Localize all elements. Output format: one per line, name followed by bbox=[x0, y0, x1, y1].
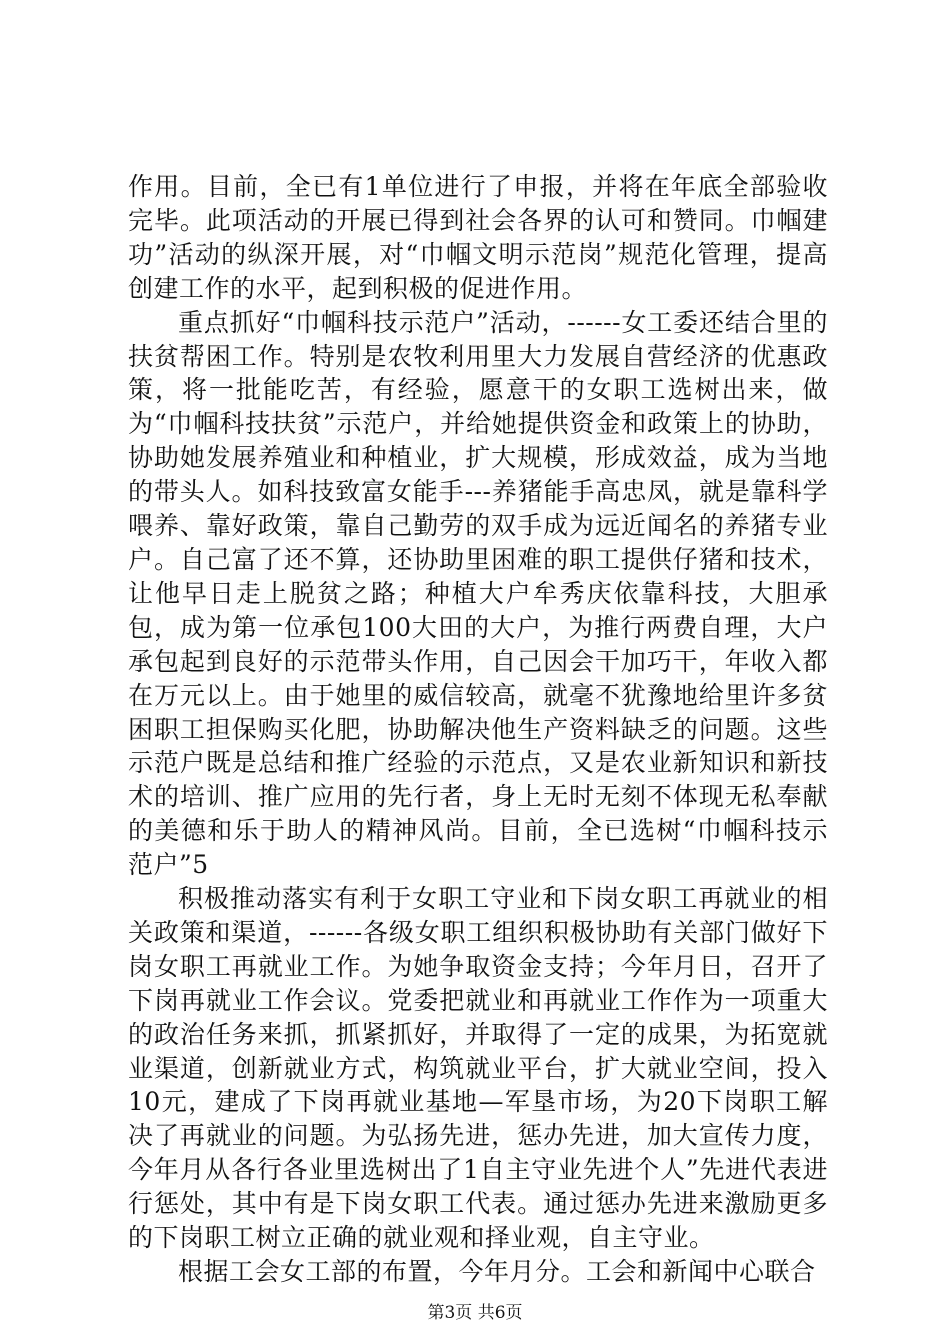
document-body bbox=[128, 170, 828, 1289]
paragraph-4: 根据工会女工部的布置，今年月分。工会和新闻中心联合 bbox=[178, 1257, 816, 1286]
paragraph-3: 积极推动落实有利于女职工守业和下岗女职工再就业的相关政策和渠道，------各级女职工组织积极协助有关部门做好下岗女职工再就业工作。为她争取资金支持；今年月日，召开了下岗再就业工作会议。党委把就业和再就业工作作为一项重大的政治任务来抓，抓紧抓好，并取得了一定的成果，为拓宽就业渠道，创新就业方式，构筑就业平台，扩大就业空间，投入10元，建成了下岗再就业基地—军垦市场，为20下岗职工解决了再就业的问题。为弘扬先进，惩办先进，加大宣传力度，今年月从各行各业里选树出了1自主守业先进个人”先进代表进行惩处，其中有是下岗女职工代表。通过惩办先进来激励更多的下岗职工树立正确的就业观和择业观，自主守业。 bbox=[128, 884, 828, 1253]
paragraph-2: 重点抓好“巾帼科技示范户”活动，------女工委还结合里的扶贫帮困工作。特别是农牧利用里大力发展自营经济的优惠政策，将一批能吃苦，有经验，愿意干的女职工选树出来，做为“巾帼科技扶贫”示范户，并给她提供资金和政策上的协助，协助她发展养殖业和种植业，扩大规模，形成效益，成为当地的带头人。如科技致富女能手---养猪能手高忠凤，就是靠科学喂养、靠好政策，靠自己勤劳的双手成为远近闻名的养猪专业户。自己富了还不算，还协助里困难的职工提供仔猪和技术，让他早日走上脱贫之路；种植大户牟秀庆依靠科技，大胆承包，成为第一位承包100大田的大户，为推行两费自理，大户承包起到良好的示范带头作用，自己因会干加巧干，年收入都在万元以上。由于她里的威信较高，就毫不犹豫地给里许多贫困职工担保购买化肥，协助解决他生产资料缺乏的问题。这些示范户既是总结和推广经验的示范点，又是农业新知识和新技术的培训、推广应用的先行者，身上无时无刻不体现无私奉献的美德和乐于助人的精神风尚。目前，全已选树“巾帼科技示范户”5 bbox=[128, 307, 828, 880]
page-number-footer: 第3页 共6页 bbox=[427, 1303, 523, 1323]
paragraph-1: 作用。目前，全已有1单位进行了申报，并将在年底全部验收完毕。此项活动的开展已得到社会各界的认可和赞同。巾帼建功”活动的纵深开展，对“巾帼文明示范岗”规范化管理，提高创建工作的水平，起到积极的促进作用。 bbox=[128, 172, 828, 303]
